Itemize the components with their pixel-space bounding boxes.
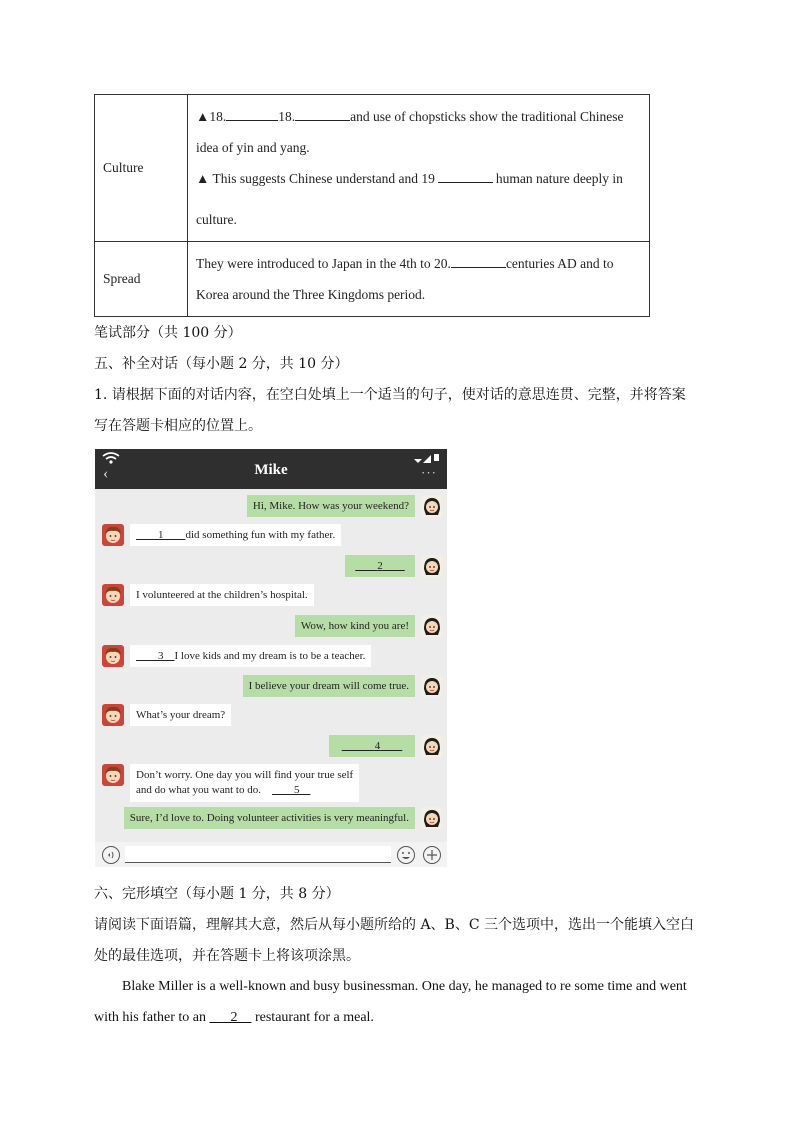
answer-blank (226, 106, 278, 121)
chat-message: I believe your dream will come true. (243, 675, 415, 697)
answer-blank: 1 (158, 529, 164, 541)
text-fragment: centuries AD and to (505, 256, 614, 271)
section6-title: 六、完形填空（每小题 1 分，共 8 分） (94, 886, 340, 902)
table-row-culture (95, 95, 650, 242)
chat-contact-name: Mike (254, 462, 288, 478)
row-label: Spread (95, 242, 188, 317)
chat-message: What’s your dream? (130, 704, 231, 726)
emoji-icon[interactable] (396, 845, 416, 865)
row-content (188, 242, 650, 317)
text-fragment: with his father to an (94, 1010, 206, 1025)
message-line: and do what you want to do. 5 (136, 783, 353, 798)
chat-message: 1 did something fun with my father. (130, 524, 341, 546)
culture-line-3 (196, 163, 637, 194)
row-content (188, 95, 650, 242)
answer-blank: 4 (374, 740, 381, 752)
girl-avatar (421, 495, 443, 517)
table-row-spread (95, 242, 650, 317)
chat-message: I volunteered at the children’s hospital. (130, 584, 314, 606)
text-fragment: 18. (278, 109, 296, 124)
girl-avatar (421, 615, 443, 637)
notes-table (94, 94, 650, 317)
spread-line-1 (196, 248, 637, 279)
culture-line-1 (196, 101, 637, 132)
boy-avatar (102, 645, 124, 667)
chat-message: Sure, I’d love to. Doing volunteer activities is very meaningful. (124, 807, 415, 829)
text-fragment: restaurant for a meal. (254, 1010, 374, 1025)
message-line: Don’t worry. One day you will find your true self (136, 769, 354, 781)
boy-avatar (102, 764, 124, 786)
answer-blank: 5 (293, 784, 300, 796)
boy-avatar (102, 704, 124, 726)
more-options-icon[interactable]: ··· (421, 465, 437, 480)
girl-avatar (421, 735, 443, 757)
chat-message (345, 555, 415, 577)
section5-instruction-1: 1. 请根据下面的对话内容，在空白处填上一个适当的句子，使对话的意思连贯、完整，并将答案 (94, 387, 686, 403)
section6-instruction-1: 请阅读下面语篇，理解其大意，然后从每小题所给的 A、B、C 三个选项中，选出一个能填入空白 (94, 917, 695, 933)
section6-instruction-2: 处的最佳选项，并在答题卡上将该项涂黑。 (94, 948, 360, 964)
answer-blank (451, 253, 506, 268)
text-fragment: human nature deeply in (495, 171, 623, 186)
section5-title: 五、补全对话（每小题 2 分，共 10 分） (94, 356, 349, 372)
section-written-heading: 笔试部分（共 100 分） (94, 325, 242, 341)
answer-blank: 2 (377, 560, 383, 572)
culture-line-4: culture. (196, 212, 237, 227)
chat-message: 3 I love kids and my dream is to be a teacher. (130, 645, 371, 667)
chat-input-bar (95, 842, 447, 867)
section5-instruction-2: 写在答题卡相应的位置上。 (94, 418, 262, 434)
spread-line-2: Korea around the Three Kingdoms period. (196, 287, 426, 302)
text-fragment: ▲ This suggests Chinese understand and 19 (196, 171, 435, 186)
answer-blank: 3 (158, 650, 164, 662)
girl-avatar (421, 555, 443, 577)
chat-message (130, 764, 359, 802)
voice-icon[interactable] (101, 845, 121, 865)
back-icon[interactable]: ‹ (103, 465, 109, 482)
message-input[interactable] (125, 846, 391, 863)
passage-line-2 (94, 1002, 694, 1033)
text-fragment: and use of chopsticks show the traditional Chinese (350, 109, 624, 124)
passage (94, 971, 694, 1033)
answer-blank (438, 168, 493, 183)
text-fragment: They were introduced to Japan in the 4th to 20. (196, 256, 451, 271)
chat-message (329, 735, 415, 757)
boy-avatar (102, 524, 124, 546)
chat-message: Wow, how kind you are! (295, 615, 415, 637)
answer-blank (295, 106, 350, 121)
girl-avatar (421, 675, 443, 697)
row-label: Culture (95, 95, 188, 242)
boy-avatar (102, 584, 124, 606)
girl-avatar (421, 807, 443, 829)
chat-header (95, 449, 447, 489)
chat-message: Hi, Mike. How was your weekend? (247, 495, 415, 517)
add-icon[interactable] (422, 845, 442, 865)
text-fragment: ▲18. (196, 109, 227, 124)
culture-line-2: idea of yin and yang. (196, 140, 310, 155)
answer-blank: 2 (230, 1010, 238, 1025)
chat-screenshot (95, 449, 447, 867)
passage-line-1: Blake Miller is a well-known and busy businessman. One day, he managed to re some time and went (122, 979, 687, 994)
